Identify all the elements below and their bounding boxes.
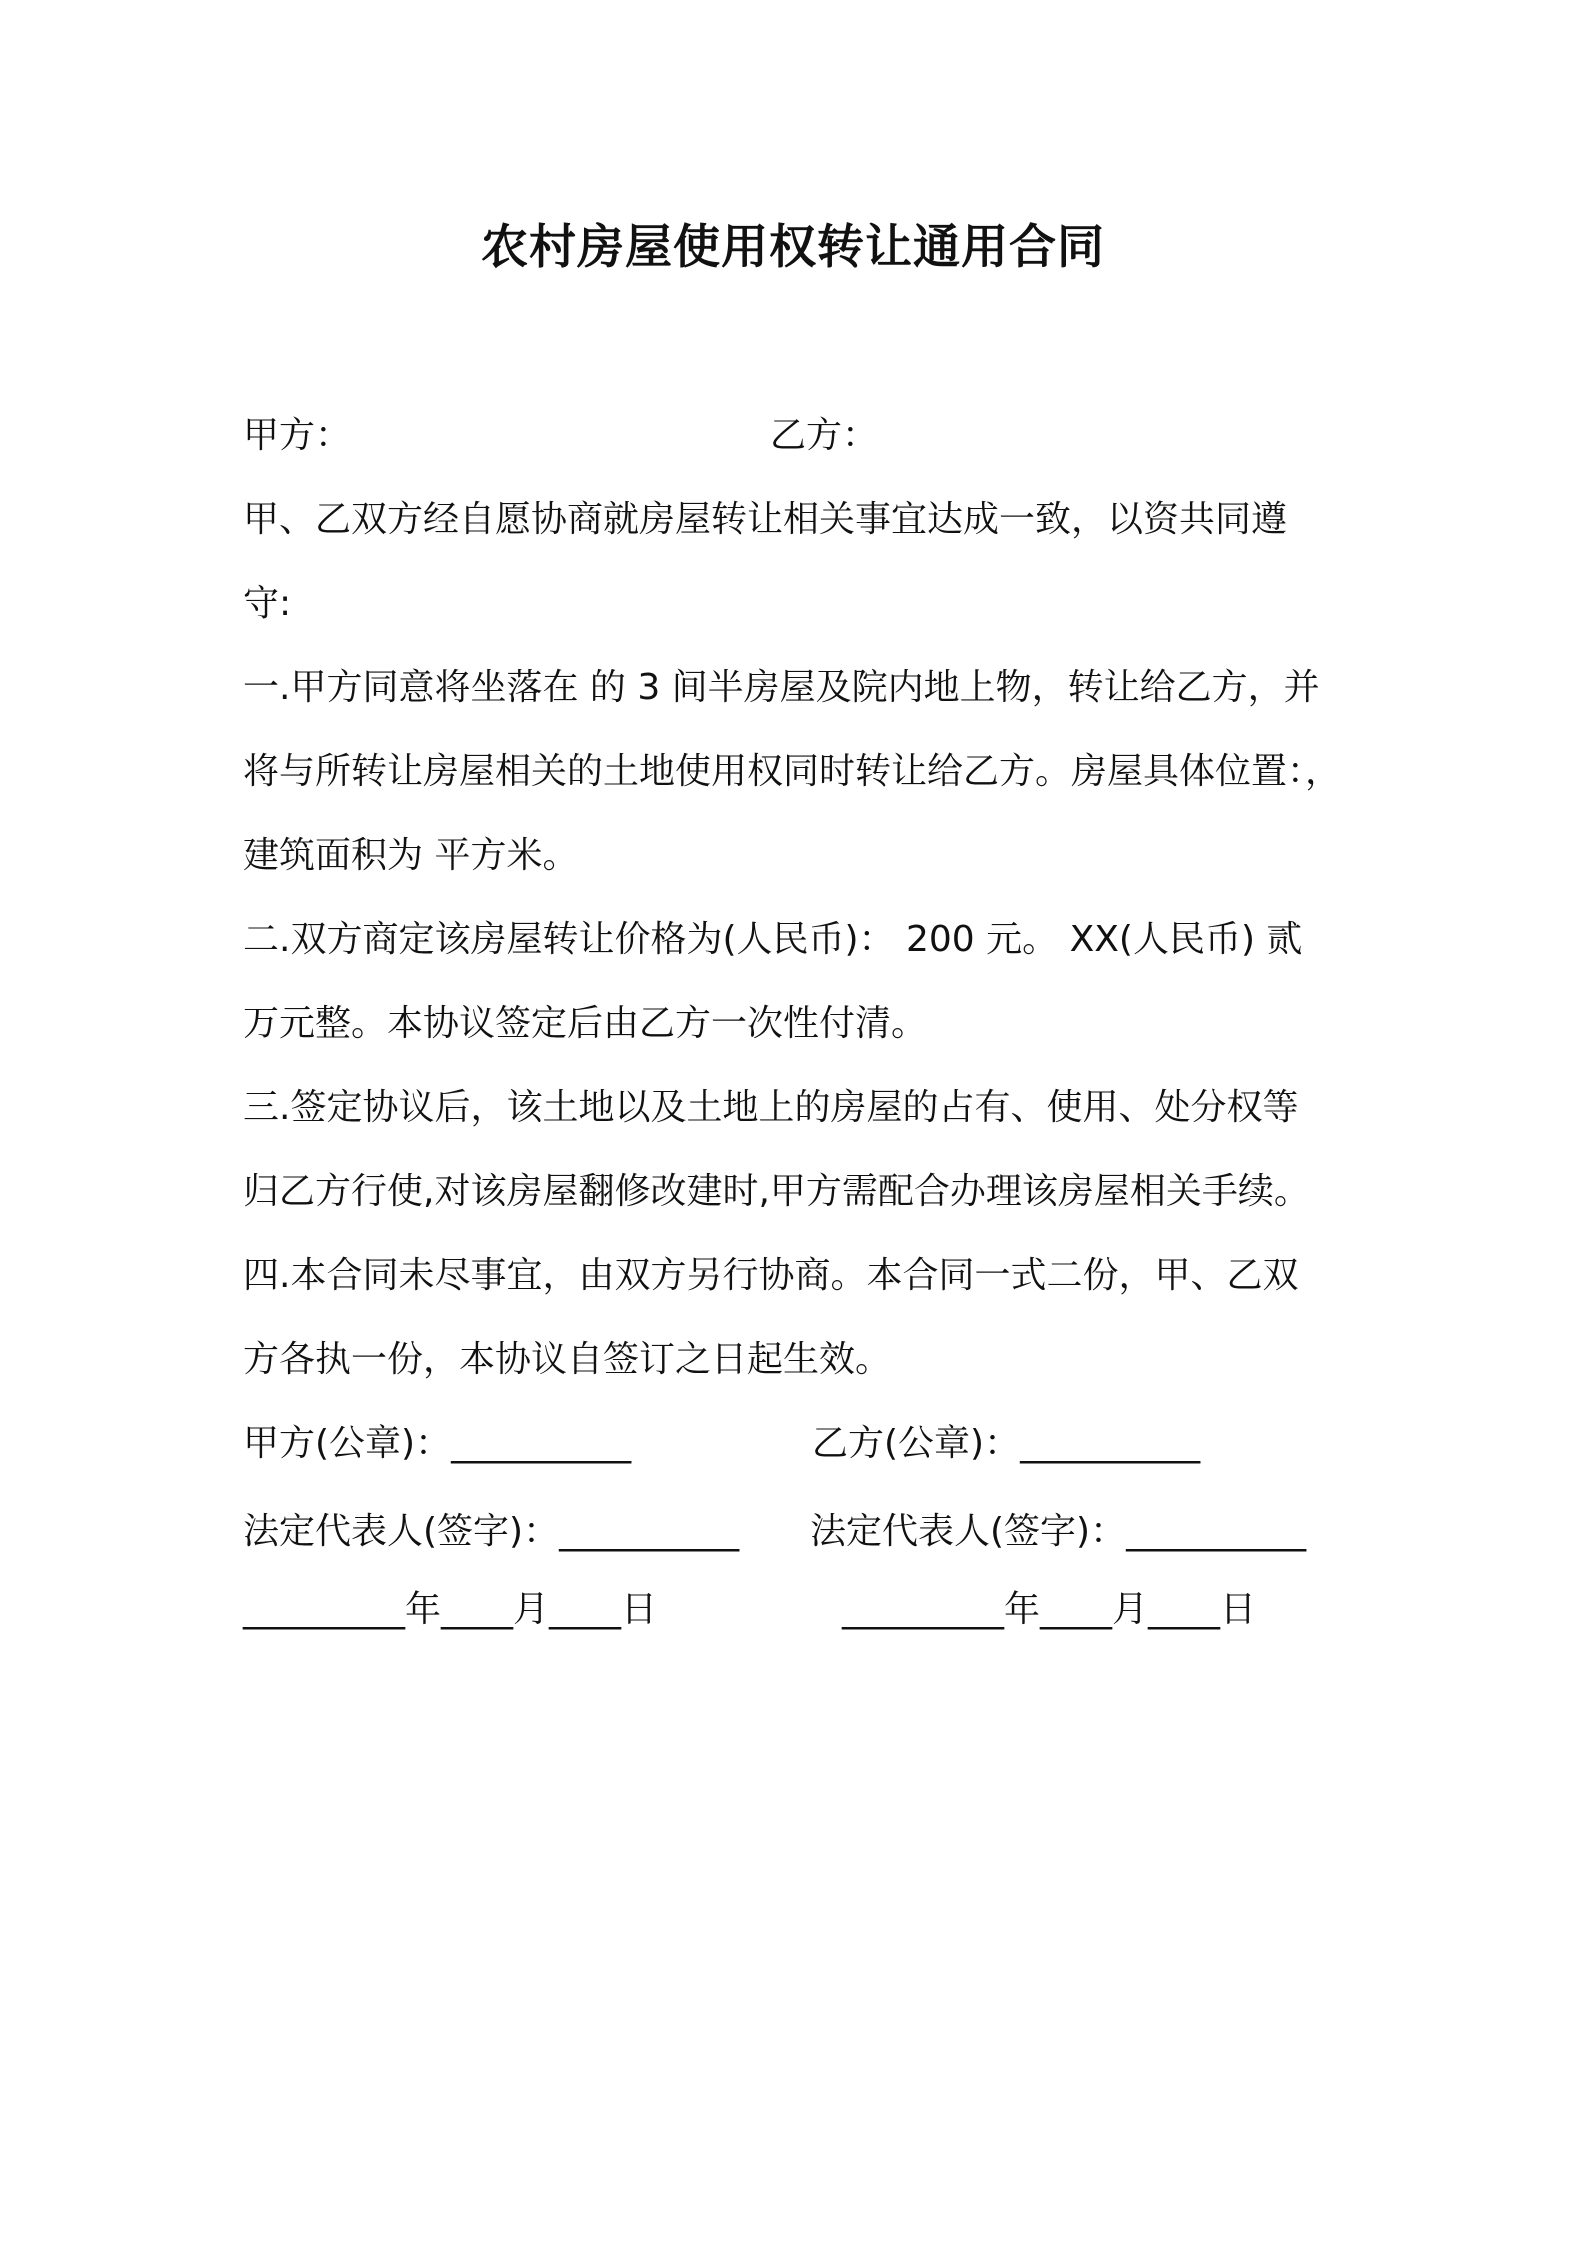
body-line: 守: [243, 583, 292, 624]
clause-2-line: 二.双方商定该房屋转让价格为(人民币)： 200 元。 XX(人民币) 贰 [243, 919, 1303, 960]
clause-2-line: 万元整。本协议签定后由乙方一次性付清。 [243, 1003, 928, 1044]
party-b-label: 乙方： [770, 415, 879, 456]
clause-4-line: 方各执一份，本协议自签订之日起生效。 [243, 1339, 892, 1380]
party-a-date-field: _________年____月____日 [243, 1589, 657, 1630]
party-b-seal-field: 乙方(公章)：__________ [812, 1423, 1201, 1464]
clause-1-line: 建筑面积为 平方米。 [243, 835, 579, 876]
clause-1-line: 将与所转让房屋相关的土地使用权同时转让给乙方。房屋具体位置：， [243, 751, 1342, 792]
body-line: 甲、乙双方经自愿协商就房屋转让相关事宜达成一致，以资共同遵 [243, 499, 1288, 540]
party-a-label: 甲方： [243, 415, 352, 456]
document-title: 农村房屋使用权转让通用合同 [481, 220, 1105, 275]
party-a-seal-field: 甲方(公章)：__________ [243, 1423, 632, 1464]
clause-3-line: 归乙方行使,对该房屋翻修改建时,甲方需配合办理该房屋相关手续。 [243, 1171, 1310, 1212]
clause-3-line: 三.签定协议后，该土地以及土地上的房屋的占有、使用、处分权等 [243, 1087, 1299, 1128]
party-b-representative-field: 法定代表人(签字)：__________ [810, 1511, 1307, 1552]
clause-4-line: 四.本合同未尽事宜，由双方另行协商。本合同一式二份，甲、乙双 [243, 1255, 1299, 1296]
clause-1-line: 一.甲方同意将坐落在 的 3 间半房屋及院内地上物，转让给乙方，并 [243, 667, 1320, 708]
party-a-representative-field: 法定代表人(签字)：__________ [243, 1511, 740, 1552]
party-b-date-field: _________年____月____日 [842, 1589, 1256, 1630]
